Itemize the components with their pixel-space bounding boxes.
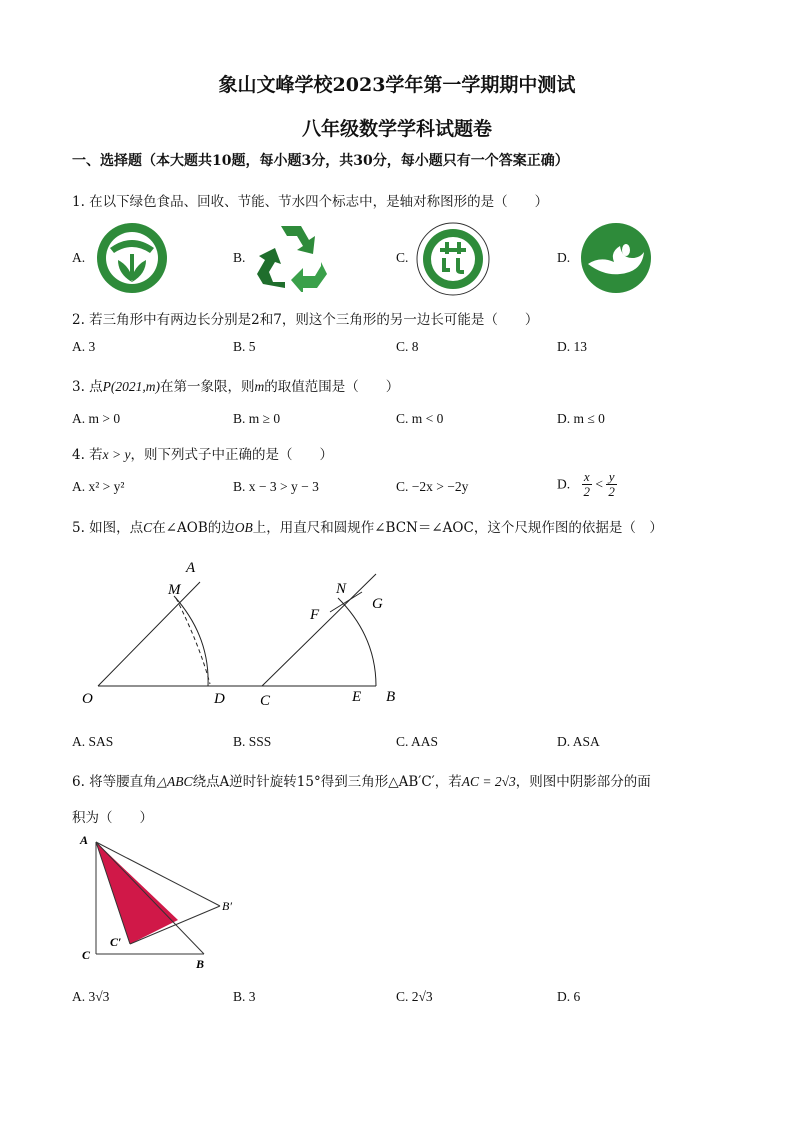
label-b: B bbox=[196, 957, 205, 971]
q5-option-c: C. AAS bbox=[396, 734, 439, 749]
q4-condition: x > y bbox=[102, 447, 131, 462]
water-saving-logo-icon bbox=[580, 222, 652, 294]
q2-option-a: A. 3 bbox=[72, 339, 96, 354]
q6-ac-value: AC = 2√3 bbox=[461, 774, 516, 789]
question-2-stem: 2. 若三角形中有两边长分别是2和7，则这个三角形的另一边长可能是（ ） bbox=[72, 312, 539, 328]
label-m: M bbox=[168, 582, 181, 598]
exam-subtitle: 八年级数学学科试题卷 bbox=[301, 118, 492, 140]
q5-stem-part: 在∠AOB的边 bbox=[152, 520, 235, 536]
q4-stem-part: ，则下列式子中正确的是（ ） bbox=[130, 447, 334, 463]
section-heading: 一、选择题（本大题共10题，每小题3分，共30分，每小题只有一个答案正确） bbox=[72, 153, 569, 169]
recycle-logo-icon bbox=[255, 222, 329, 292]
q3-variable: m bbox=[254, 379, 265, 394]
q5-point-c: C bbox=[143, 520, 153, 535]
q4-option-b: B. x − 3 > y − 3 bbox=[233, 479, 319, 494]
q3-option-d: D. m ≤ 0 bbox=[557, 411, 605, 426]
q1-option-c: C. bbox=[396, 250, 409, 265]
q6-stem-part: 绕点A逆时针旋转15°得到三角形△AB′C′，若 bbox=[192, 774, 462, 790]
q5-option-a: A. SAS bbox=[72, 734, 114, 749]
q5-option-d: D. ASA bbox=[557, 734, 600, 749]
fraction-x-over-2 bbox=[582, 470, 593, 499]
q5-side-ob: OB bbox=[234, 520, 253, 535]
question-5-stem bbox=[72, 516, 663, 536]
compass-construction-figure bbox=[72, 556, 412, 716]
q6-stem-part: ，则图中阴影部分的面 bbox=[515, 774, 651, 790]
q6-option-d: D. 6 bbox=[557, 989, 581, 1004]
label-c-prime: C′ bbox=[110, 935, 122, 949]
question-3-stem bbox=[72, 375, 399, 395]
label-f: F bbox=[310, 607, 320, 623]
q2-option-d: D. 13 bbox=[557, 339, 587, 354]
label-c: C bbox=[260, 693, 271, 709]
energy-saving-logo-icon bbox=[416, 222, 490, 296]
q3-option-b: B. m ≥ 0 bbox=[233, 411, 281, 426]
q6-option-a: A. 3√3 bbox=[72, 989, 110, 1004]
q6-stem-part: 6. 将等腰直角 bbox=[72, 774, 157, 790]
q4-option-a: A. x² > y² bbox=[72, 479, 125, 494]
label-b-prime: B′ bbox=[222, 899, 232, 913]
q4-option-d bbox=[557, 470, 617, 499]
question-6-stem-line1 bbox=[72, 770, 651, 790]
label-g: G bbox=[372, 596, 383, 612]
fraction-y-over-2 bbox=[606, 470, 617, 499]
q3-option-c: C. m < 0 bbox=[396, 411, 444, 426]
exam-title: 象山文峰学校2023学年第一学期期中测试 bbox=[218, 74, 576, 96]
q5-option-b: B. SSS bbox=[233, 734, 272, 749]
numerator: y bbox=[606, 470, 617, 485]
green-food-logo-icon bbox=[96, 222, 168, 294]
numerator: x bbox=[582, 470, 593, 485]
q5-stem-part: 上，用直尺和圆规作∠BCN＝∠AOC，这个尺规作图的依据是（ ） bbox=[252, 520, 663, 536]
q3-option-a: A. m > 0 bbox=[72, 411, 121, 426]
label-e: E bbox=[352, 689, 362, 705]
label-d: D bbox=[214, 691, 225, 707]
denominator: 2 bbox=[608, 484, 615, 499]
q2-option-b: B. 5 bbox=[233, 339, 256, 354]
q2-option-c: C. 8 bbox=[396, 339, 419, 354]
q3-point: P(2021,m) bbox=[102, 379, 161, 394]
q3-stem-part: 的取值范围是（ ） bbox=[264, 379, 400, 395]
q4-option-d-label: D. bbox=[557, 476, 571, 492]
label-o: O bbox=[82, 691, 93, 707]
label-n: N bbox=[336, 581, 347, 597]
label-a: A bbox=[80, 833, 89, 847]
denominator: 2 bbox=[583, 484, 590, 499]
label-a: A bbox=[186, 560, 196, 576]
question-6-stem-line2: 积为（ ） bbox=[72, 810, 153, 826]
relation: < bbox=[595, 476, 603, 492]
label-b: B bbox=[386, 689, 396, 705]
q1-option-d: D. bbox=[557, 250, 571, 265]
q3-stem-part: 3. 点 bbox=[72, 379, 103, 395]
q1-option-b: B. bbox=[233, 250, 246, 265]
q6-option-b: B. 3 bbox=[233, 989, 256, 1004]
q6-option-c: C. 2√3 bbox=[396, 989, 433, 1004]
label-c: C bbox=[82, 948, 91, 962]
q6-triangle: △ABC bbox=[156, 774, 193, 789]
q5-stem-part: 5. 如图，点 bbox=[72, 520, 144, 536]
q4-option-c: C. −2x > −2y bbox=[396, 479, 469, 494]
q4-stem-part: 4. 若 bbox=[72, 447, 103, 463]
q3-stem-part: 在第一象限，则 bbox=[160, 379, 255, 395]
q1-option-a: A. bbox=[72, 250, 86, 265]
rotated-triangle-figure bbox=[78, 832, 248, 972]
question-1-stem: 1. 在以下绿色食品、回收、节能、节水四个标志中，是轴对称图形的是（ ） bbox=[72, 194, 549, 210]
question-4-stem bbox=[72, 443, 333, 463]
